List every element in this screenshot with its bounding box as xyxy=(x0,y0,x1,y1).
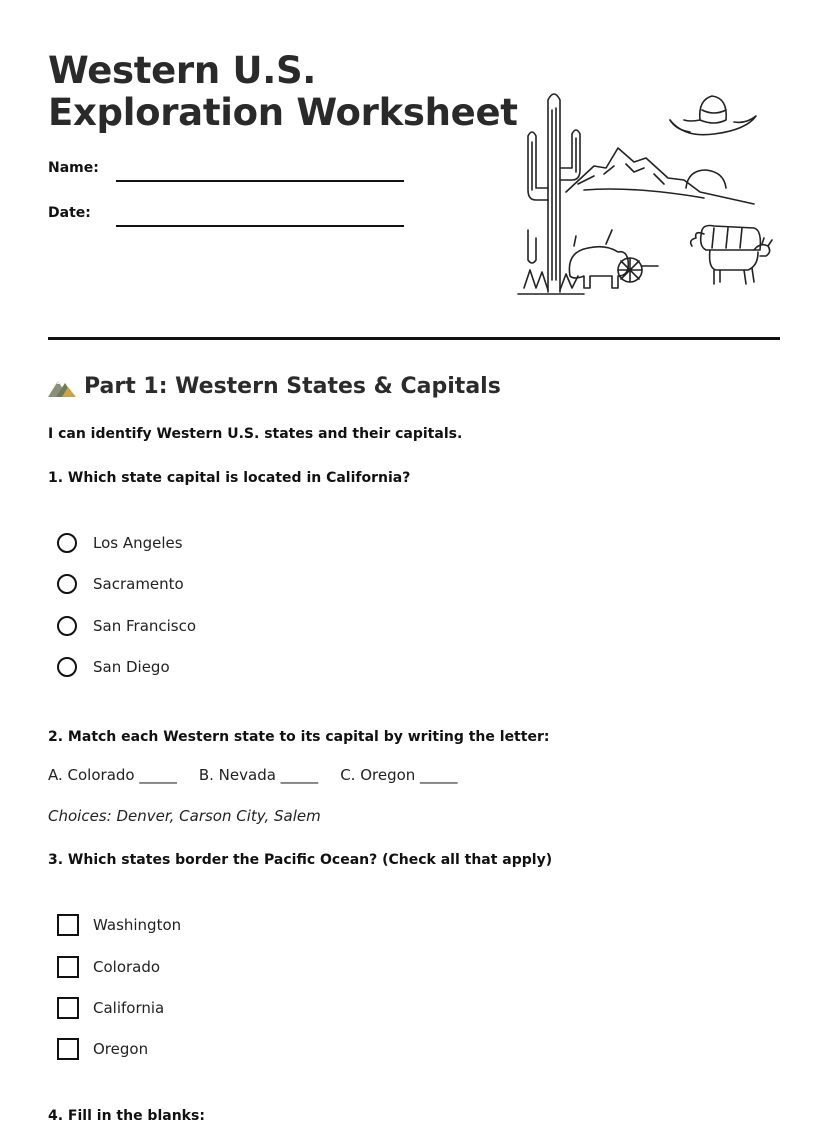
bison-icon xyxy=(569,230,628,288)
radio-button[interactable] xyxy=(57,533,77,553)
cactus-icon xyxy=(518,94,584,294)
mountain-icon xyxy=(566,148,754,204)
question-1: 1. Which state capital is located in California? xyxy=(48,470,411,486)
covered-wagon-icon xyxy=(691,226,761,251)
q3-option[interactable] xyxy=(57,1038,148,1060)
mountain-icon xyxy=(48,377,76,397)
date-field[interactable] xyxy=(116,225,404,227)
match-item-colorado[interactable]: A. Colorado _____ xyxy=(48,766,177,784)
cowboy-hat-icon xyxy=(670,96,756,135)
part1-title-text: Part 1: Western States & Capitals xyxy=(84,374,501,399)
date-label: Date: xyxy=(48,205,91,221)
name-field[interactable] xyxy=(116,180,404,182)
option-label: Washington xyxy=(93,916,182,934)
q3-option[interactable] xyxy=(57,914,181,936)
option-label: Sacramento xyxy=(93,575,184,593)
match-item-oregon[interactable]: C. Oregon _____ xyxy=(340,766,458,784)
q3-option[interactable] xyxy=(57,956,160,978)
option-label: San Francisco xyxy=(93,617,197,635)
option-label: California xyxy=(93,999,165,1017)
radio-button[interactable] xyxy=(57,616,77,636)
checkbox[interactable] xyxy=(57,997,79,1019)
match-item-nevada[interactable]: B. Nevada _____ xyxy=(198,766,319,784)
checkbox[interactable] xyxy=(57,1038,79,1060)
radio-button[interactable] xyxy=(57,574,77,594)
question-3: 3. Which states border the Pacific Ocean? (Check all that apply) xyxy=(48,852,553,868)
question-2: 2. Match each Western state to its capital by writing the letter: xyxy=(48,729,550,745)
matching-choices: Choices: Denver, Carson City, Salem xyxy=(48,807,321,825)
checkbox[interactable] xyxy=(57,956,79,978)
q1-option[interactable] xyxy=(57,657,170,677)
page-title xyxy=(48,50,518,134)
checkbox[interactable] xyxy=(57,914,79,936)
question-4: 4. Fill in the blanks: xyxy=(48,1108,205,1124)
option-label: Oregon xyxy=(93,1040,149,1058)
q1-option[interactable] xyxy=(57,533,183,553)
part1-title xyxy=(48,374,501,399)
radio-button[interactable] xyxy=(57,657,77,677)
matching-items xyxy=(48,766,480,784)
q3-option[interactable] xyxy=(57,997,164,1019)
learning-objective: I can identify Western U.S. states and their capitals. xyxy=(48,426,463,442)
section-divider xyxy=(48,337,780,340)
western-illustration xyxy=(514,80,776,302)
option-label: Los Angeles xyxy=(93,534,183,552)
option-label: Colorado xyxy=(93,958,161,976)
name-label: Name: xyxy=(48,160,99,176)
wagon-wheel-icon xyxy=(618,258,658,282)
title-line-1: Western U.S. xyxy=(48,49,317,92)
q1-option[interactable] xyxy=(57,616,196,636)
option-label: San Diego xyxy=(93,658,170,676)
q1-option[interactable] xyxy=(57,574,184,594)
title-line-2: Exploration Worksheet xyxy=(48,91,518,134)
